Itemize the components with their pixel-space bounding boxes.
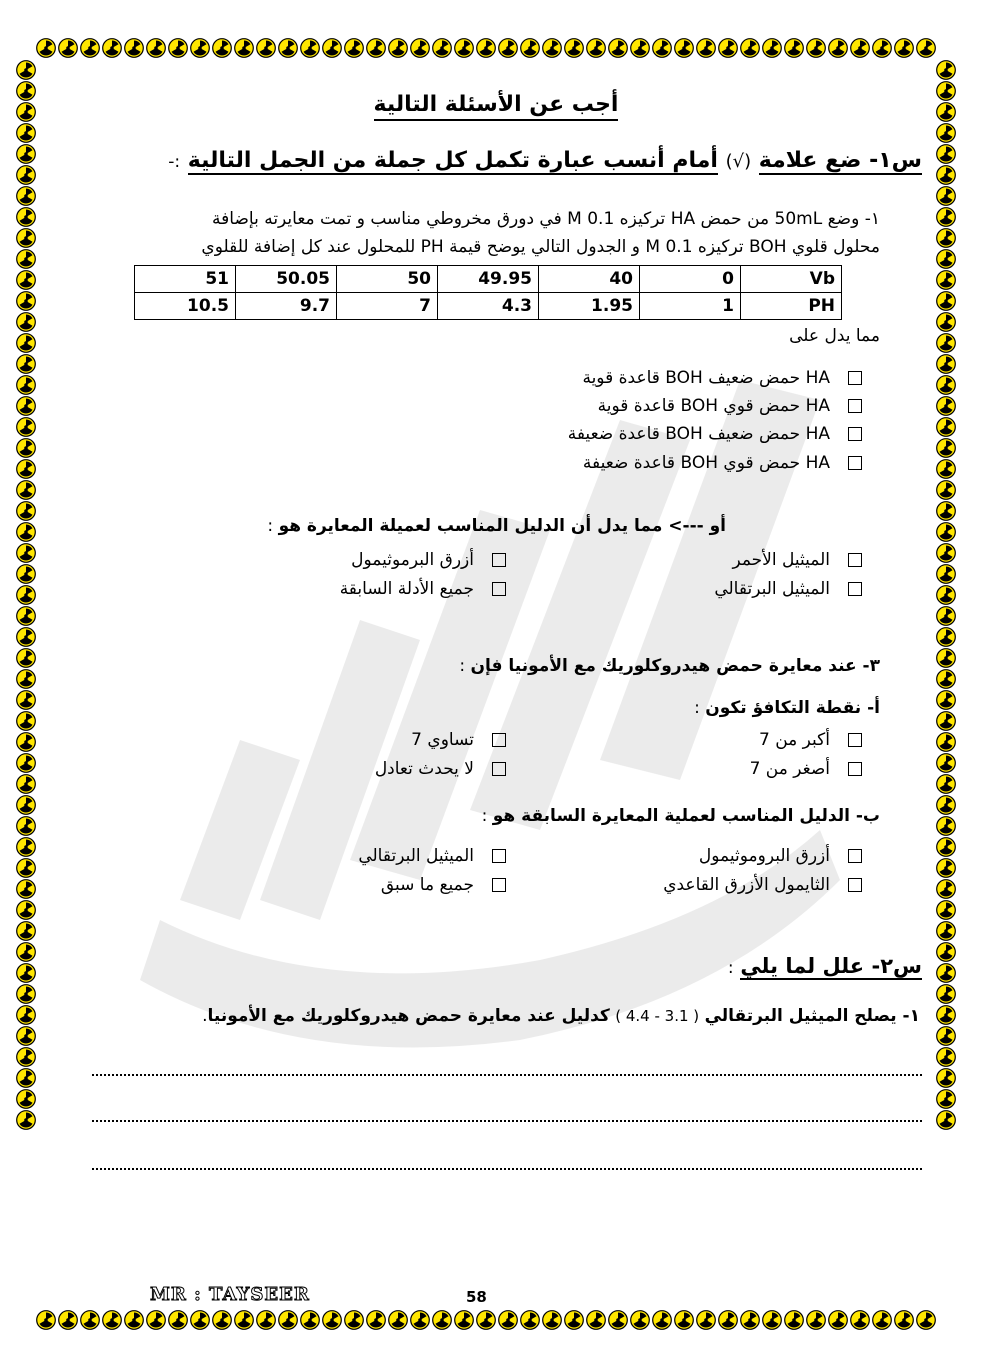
checkbox[interactable] <box>848 878 862 892</box>
checkbox[interactable] <box>492 878 506 892</box>
radiation-icon <box>16 543 36 563</box>
radiation-icon <box>936 459 956 479</box>
radiation-icon <box>520 38 540 58</box>
radiation-icon <box>936 669 956 689</box>
equivalence-option-greater[interactable]: أكبر من 7 <box>759 730 862 750</box>
radiation-icon <box>16 60 36 80</box>
radiation-icon <box>936 942 956 962</box>
radiation-icon <box>936 417 956 437</box>
radiation-icon <box>16 375 36 395</box>
radiation-icon <box>16 522 36 542</box>
checkbox[interactable] <box>848 582 862 596</box>
table-cell: 10.5 <box>135 293 236 320</box>
checkbox[interactable] <box>848 762 862 776</box>
radiation-icon <box>16 1068 36 1088</box>
radiation-icon <box>16 333 36 353</box>
radiation-icon <box>784 1310 804 1330</box>
checkbox[interactable] <box>848 456 862 470</box>
radiation-icon <box>936 1068 956 1088</box>
table-cell: 40 <box>539 266 640 293</box>
radiation-icon <box>936 438 956 458</box>
radiation-icon <box>936 900 956 920</box>
radiation-icon <box>936 312 956 332</box>
radiation-icon <box>16 669 36 689</box>
radiation-icon <box>630 1310 650 1330</box>
item-3-part-a: أ- نقطة التكافؤ تكون : <box>694 698 880 718</box>
radiation-icon <box>36 38 56 58</box>
table-row-header: Vb <box>741 266 842 293</box>
radiation-icon <box>936 144 956 164</box>
radiation-icon <box>16 291 36 311</box>
titration-table <box>134 265 842 320</box>
border-top <box>36 38 936 60</box>
checkbox[interactable] <box>492 582 506 596</box>
indicator-b-all[interactable]: جميع ما سبق <box>381 875 506 895</box>
radiation-icon <box>936 795 956 815</box>
radiation-icon <box>16 186 36 206</box>
question-1-item-1-line-2: محلول قلوي BOH تركيزه 0.1 M و الجدول التالي يوضح قيمة PH للمحلول عند كل إضافة للقلوي <box>201 237 880 257</box>
checkbox[interactable] <box>848 427 862 441</box>
radiation-icon <box>16 711 36 731</box>
radiation-icon <box>16 207 36 227</box>
radiation-icon <box>542 1310 562 1330</box>
radiation-icon <box>322 38 342 58</box>
radiation-icon <box>872 38 892 58</box>
radiation-icon <box>936 501 956 521</box>
radiation-icon <box>410 1310 430 1330</box>
radiation-icon <box>16 1110 36 1130</box>
radiation-icon <box>476 1310 496 1330</box>
radiation-icon <box>16 900 36 920</box>
radiation-icon <box>16 123 36 143</box>
checkbox[interactable] <box>848 553 862 567</box>
checkbox[interactable] <box>492 733 506 747</box>
radiation-icon <box>564 38 584 58</box>
radiation-icon <box>936 858 956 878</box>
radiation-icon <box>16 963 36 983</box>
radiation-icon <box>936 879 956 899</box>
radiation-icon <box>762 1310 782 1330</box>
indicator-b-methyl-orange[interactable]: الميثيل البرتقالي <box>358 846 506 866</box>
radiation-icon <box>16 144 36 164</box>
radiation-icon <box>80 1310 100 1330</box>
radiation-icon <box>344 38 364 58</box>
table-cell: 1 <box>640 293 741 320</box>
answer-line-3[interactable] <box>92 1168 922 1170</box>
radiation-icon <box>936 627 956 647</box>
page-number: 58 <box>466 1288 487 1306</box>
checkbox[interactable] <box>848 399 862 413</box>
radiation-icon <box>894 38 914 58</box>
indicator-option-methyl-orange[interactable]: الميثيل البرتقالي <box>714 579 862 599</box>
table-cell: 1.95 <box>539 293 640 320</box>
radiation-icon <box>828 38 848 58</box>
indicator-b-thymol-blue[interactable]: الثايمول الأزرق القاعدي <box>663 875 862 895</box>
radiation-icon <box>498 1310 518 1330</box>
radiation-icon <box>696 1310 716 1330</box>
table-cell: 7 <box>337 293 438 320</box>
radiation-icon <box>16 774 36 794</box>
radiation-icon <box>936 774 956 794</box>
radiation-icon <box>936 291 956 311</box>
option-4[interactable]: HA حمض قوي BOH قاعدة ضعيفة <box>583 453 862 473</box>
radiation-icon <box>936 396 956 416</box>
radiation-icon <box>586 1310 606 1330</box>
radiation-icon <box>16 501 36 521</box>
radiation-icon <box>16 480 36 500</box>
radiation-icon <box>212 1310 232 1330</box>
radiation-icon <box>16 1089 36 1109</box>
equivalence-option-none[interactable]: لا يحدث تعادل <box>375 759 506 779</box>
radiation-icon <box>168 1310 188 1330</box>
radiation-icon <box>58 38 78 58</box>
radiation-icon <box>498 38 518 58</box>
checkbox[interactable] <box>492 553 506 567</box>
table-cell: 51 <box>135 266 236 293</box>
radiation-icon <box>936 522 956 542</box>
radiation-icon <box>936 732 956 752</box>
radiation-icon <box>936 606 956 626</box>
radiation-icon <box>278 38 298 58</box>
radiation-icon <box>124 38 144 58</box>
radiation-icon <box>102 38 122 58</box>
radiation-icon <box>102 1310 122 1330</box>
radiation-icon <box>936 1110 956 1130</box>
radiation-icon <box>936 564 956 584</box>
radiation-icon <box>16 648 36 668</box>
radiation-icon <box>124 1310 144 1330</box>
radiation-icon <box>936 543 956 563</box>
table-cell: 9.7 <box>236 293 337 320</box>
radiation-icon <box>850 1310 870 1330</box>
radiation-icon <box>432 1310 452 1330</box>
radiation-icon <box>256 1310 276 1330</box>
radiation-icon <box>16 942 36 962</box>
option-3[interactable]: HA حمض ضعيف BOH قاعدة ضعيفة <box>568 424 862 444</box>
radiation-icon <box>520 1310 540 1330</box>
table-cell: 50.05 <box>236 266 337 293</box>
radiation-icon <box>16 228 36 248</box>
radiation-icon <box>16 585 36 605</box>
answer-line-1[interactable] <box>92 1074 922 1076</box>
radiation-icon <box>936 228 956 248</box>
radiation-icon <box>16 753 36 773</box>
radiation-icon <box>936 711 956 731</box>
radiation-icon <box>344 1310 364 1330</box>
radiation-icon <box>828 1310 848 1330</box>
table-row-ph <box>135 293 842 320</box>
radiation-icon <box>300 1310 320 1330</box>
radiation-icon <box>454 1310 474 1330</box>
radiation-icon <box>16 984 36 1004</box>
radiation-icon <box>16 627 36 647</box>
radiation-icon <box>16 249 36 269</box>
border-right <box>934 60 956 1130</box>
table-row-header: PH <box>741 293 842 320</box>
radiation-icon <box>16 606 36 626</box>
table-cell: 49.95 <box>438 266 539 293</box>
radiation-icon <box>936 333 956 353</box>
radiation-icon <box>740 1310 760 1330</box>
radiation-icon <box>806 38 826 58</box>
radiation-icon <box>916 1310 936 1330</box>
radiation-icon <box>16 732 36 752</box>
checkbox[interactable] <box>492 762 506 776</box>
radiation-icon <box>652 1310 672 1330</box>
radiation-icon <box>696 38 716 58</box>
table-cell: 0 <box>640 266 741 293</box>
radiation-icon <box>16 1005 36 1025</box>
item-3-part-b: ب- الدليل المناسب لعملية المعايرة السابقة هو : <box>481 806 880 826</box>
radiation-icon <box>936 690 956 710</box>
checkbox[interactable] <box>848 733 862 747</box>
radiation-icon <box>718 1310 738 1330</box>
answer-line-2[interactable] <box>92 1120 922 1122</box>
radiation-icon <box>58 1310 78 1330</box>
radiation-icon <box>388 38 408 58</box>
radiation-icon <box>16 1047 36 1067</box>
checkbox[interactable] <box>492 849 506 863</box>
radiation-icon <box>652 38 672 58</box>
checkbox[interactable] <box>848 371 862 385</box>
radiation-icon <box>146 38 166 58</box>
radiation-icon <box>564 1310 584 1330</box>
radiation-icon <box>16 690 36 710</box>
border-bottom <box>36 1310 936 1332</box>
radiation-icon <box>936 753 956 773</box>
radiation-icon <box>936 165 956 185</box>
radiation-icon <box>936 648 956 668</box>
radiation-icon <box>278 1310 298 1330</box>
question-1-item-3: ٣- عند معايرة حمض هيدروكلوريك مع الأمونيا فإن : <box>459 656 880 676</box>
radiation-icon <box>16 438 36 458</box>
radiation-icon <box>146 1310 166 1330</box>
radiation-icon <box>234 1310 254 1330</box>
radiation-icon <box>936 921 956 941</box>
equivalence-option-equal[interactable]: تساوي 7 <box>411 730 506 750</box>
indicates-label: مما يدل على <box>789 326 880 346</box>
question-1-heading: س١- ضع علامة (√) أمام أنسب عبارة تكمل كل جملة من الجمل التالية :- <box>168 148 922 173</box>
page-title: أجب عن الأسئلة التالية <box>0 92 992 117</box>
radiation-icon <box>212 38 232 58</box>
radiation-icon <box>300 38 320 58</box>
radiation-icon <box>894 1310 914 1330</box>
radiation-icon <box>234 38 254 58</box>
option-1[interactable]: HA حمض ضعيف BOH قاعدة قوية <box>582 368 862 388</box>
radiation-icon <box>168 38 188 58</box>
radiation-icon <box>674 1310 694 1330</box>
radiation-icon <box>936 816 956 836</box>
checkbox[interactable] <box>848 849 862 863</box>
table-cell: 50 <box>337 266 438 293</box>
indicator-option-methyl-red[interactable]: الميثيل الأحمر <box>732 550 862 570</box>
radiation-icon <box>542 38 562 58</box>
radiation-icon <box>80 38 100 58</box>
radiation-icon <box>256 38 276 58</box>
indicator-option-all[interactable]: جميع الأدلة السابقة <box>340 579 506 599</box>
indicator-option-bromothymol[interactable]: أزرق البرموثيمول <box>351 550 506 570</box>
radiation-icon <box>936 123 956 143</box>
radiation-icon <box>936 207 956 227</box>
border-left <box>14 60 36 1130</box>
radiation-icon <box>476 38 496 58</box>
radiation-icon <box>16 165 36 185</box>
or-question: أو ---> مما يدل أن الدليل المناسب لعميلة المعايرة هو : <box>267 516 726 536</box>
radiation-icon <box>936 270 956 290</box>
radiation-icon <box>608 38 628 58</box>
radiation-icon <box>410 38 430 58</box>
radiation-icon <box>366 1310 386 1330</box>
radiation-icon <box>322 1310 342 1330</box>
radiation-icon <box>586 38 606 58</box>
radiation-icon <box>936 1026 956 1046</box>
question-1-item-1-line-1: ١- وضع 50mL من حمض HA تركيزه 0.1 M في دورق مخروطي مناسب و تمت معايرته بإضافة <box>212 209 880 229</box>
radiation-icon <box>916 38 936 58</box>
radiation-icon <box>16 417 36 437</box>
radiation-icon <box>936 1047 956 1067</box>
radiation-icon <box>674 38 694 58</box>
radiation-icon <box>16 459 36 479</box>
radiation-icon <box>16 312 36 332</box>
radiation-icon <box>762 38 782 58</box>
radiation-icon <box>936 375 956 395</box>
radiation-icon <box>936 186 956 206</box>
radiation-icon <box>630 38 650 58</box>
radiation-icon <box>936 480 956 500</box>
radiation-icon <box>16 564 36 584</box>
indicator-b-bromothymol[interactable]: أزرق البروموثيمول <box>699 846 862 866</box>
radiation-icon <box>936 984 956 1004</box>
table-cell: 4.3 <box>438 293 539 320</box>
radiation-icon <box>16 816 36 836</box>
radiation-icon <box>16 837 36 857</box>
radiation-icon <box>190 38 210 58</box>
radiation-icon <box>784 38 804 58</box>
question-2-item-1: ١- يصلح الميثيل البرتقالي ( 3.1 - 4.4 ) كدليل عند معايرة حمض هيدروكلوريك مع الأمونيا. <box>202 1006 920 1026</box>
radiation-icon <box>740 38 760 58</box>
radiation-icon <box>16 795 36 815</box>
radiation-icon <box>936 963 956 983</box>
table-row-vb <box>135 266 842 293</box>
radiation-icon <box>806 1310 826 1330</box>
radiation-icon <box>872 1310 892 1330</box>
radiation-icon <box>454 38 474 58</box>
radiation-icon <box>16 270 36 290</box>
radiation-icon <box>936 1089 956 1109</box>
radiation-icon <box>366 38 386 58</box>
radiation-icon <box>432 38 452 58</box>
radiation-icon <box>16 396 36 416</box>
radiation-icon <box>936 1005 956 1025</box>
radiation-icon <box>936 585 956 605</box>
question-2-heading: س٢- علل لما يلي : <box>727 954 922 978</box>
equivalence-option-less[interactable]: أصغر من 7 <box>750 759 862 779</box>
radiation-icon <box>16 879 36 899</box>
radiation-icon <box>190 1310 210 1330</box>
radiation-icon <box>936 837 956 857</box>
radiation-icon <box>608 1310 628 1330</box>
radiation-icon <box>936 354 956 374</box>
radiation-icon <box>936 249 956 269</box>
radiation-icon <box>388 1310 408 1330</box>
radiation-icon <box>16 354 36 374</box>
radiation-icon <box>16 921 36 941</box>
option-2[interactable]: HA حمض قوي BOH قاعدة قوية <box>598 396 862 416</box>
radiation-icon <box>718 38 738 58</box>
footer-author: MR : TAYSEER <box>150 1284 310 1305</box>
radiation-icon <box>16 1026 36 1046</box>
radiation-icon <box>936 60 956 80</box>
radiation-icon <box>36 1310 56 1330</box>
radiation-icon <box>850 38 870 58</box>
radiation-icon <box>16 858 36 878</box>
